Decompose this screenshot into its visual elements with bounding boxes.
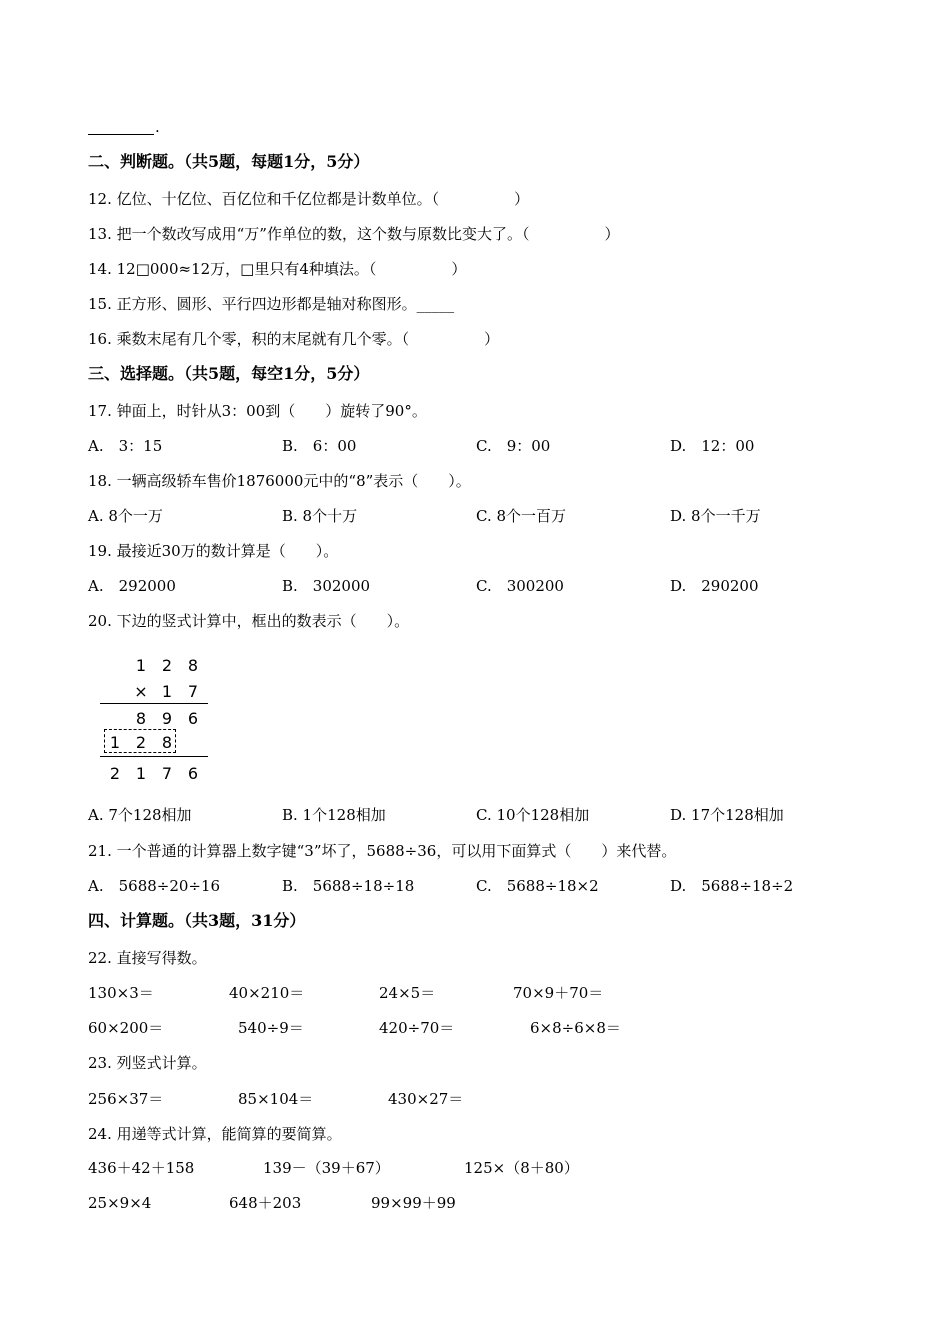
option-d[interactable]: D. 12：00 [670, 437, 755, 455]
calc-item: 125×（8＋80） [464, 1159, 579, 1177]
option-d[interactable]: D. 17个128相加 [670, 806, 784, 824]
calc-item: 25×9×4 [88, 1194, 152, 1212]
calc-item: 540÷9＝ [238, 1019, 304, 1037]
calc-item: 648＋203 [229, 1194, 302, 1212]
calc-item: 130×3＝ [88, 984, 154, 1002]
calc-item: 40×210＝ [229, 984, 305, 1002]
blank-period: . [155, 118, 160, 136]
digit: 2 [109, 764, 121, 783]
calc-item: 60×200＝ [88, 1019, 164, 1037]
section-4-title: 四、计算题。（共3题，31分） [88, 911, 306, 930]
calc-item: 70×9＋70＝ [513, 984, 604, 1002]
calc-item: 85×104＝ [238, 1090, 314, 1108]
option-c[interactable]: C. 10个128相加 [476, 806, 590, 824]
calc-item: 99×99＋99 [371, 1194, 456, 1212]
option-a[interactable]: A. 8个一万 [88, 507, 163, 525]
option-b[interactable]: B. 302000 [282, 577, 371, 595]
digit: 2 [161, 656, 173, 675]
option-a[interactable]: A. 7个128相加 [88, 806, 192, 824]
question-21-options [88, 876, 868, 896]
section-3-title: 三、选择题。（共5题，每空1分，5分） [88, 364, 370, 383]
question-15: 15. 正方形、圆形、平行四边形都是轴对称图形。_____ [88, 295, 455, 313]
option-c[interactable]: C. 9：00 [476, 437, 551, 455]
question-18: 18. 一辆高级轿车售价1876000元中的“8”表示（ ）。 [88, 472, 471, 490]
question-13: 13. 把一个数改写成用“万”作单位的数，这个数与原数比变大了。（ ） [88, 225, 620, 243]
section-2-title: 二、判断题。（共5题，每题1分，5分） [88, 152, 370, 171]
rule-line [100, 703, 208, 704]
question-19-options [88, 576, 868, 596]
calc-item: 430×27＝ [388, 1090, 464, 1108]
answer-blank[interactable] [88, 120, 154, 135]
question-17: 17. 钟面上，时针从3：00到（ ）旋转了90°。 [88, 402, 427, 420]
question-19: 19. 最接近30万的数计算是（ ）。 [88, 542, 339, 560]
question-23: 23. 列竖式计算。 [88, 1054, 207, 1072]
digit: 9 [161, 709, 173, 728]
option-b[interactable]: B. 5688÷18÷18 [282, 877, 415, 895]
vertical-multiplication [100, 652, 230, 787]
calc-item: 24×5＝ [379, 984, 436, 1002]
times-sign: × [134, 682, 148, 701]
boxed-digit: 1 [109, 733, 121, 752]
boxed-digit: 8 [161, 733, 173, 752]
digit: 1 [135, 656, 147, 675]
option-b[interactable]: B. 8个十万 [282, 507, 358, 525]
calc-item: 436＋42＋158 [88, 1159, 195, 1177]
question-23-row-1 [88, 1089, 868, 1109]
option-c[interactable]: C. 300200 [476, 577, 564, 595]
rule-line [100, 756, 208, 757]
question-14: 14. 12□000≈12万，□里只有4种填法。（ ） [88, 260, 467, 278]
question-22-row-1 [88, 983, 868, 1003]
question-18-options [88, 506, 868, 526]
question-22-row-2 [88, 1018, 868, 1038]
calc-item: 256×37＝ [88, 1090, 164, 1108]
option-a[interactable]: A. 3：15 [88, 437, 163, 455]
question-21: 21. 一个普通的计算器上数字键“3”坏了，5688÷36，可以用下面算式（ ）来代替。 [88, 842, 677, 860]
digit: 8 [187, 656, 199, 675]
question-20-options [88, 805, 868, 825]
question-24: 24. 用递等式计算，能简算的要简算。 [88, 1125, 342, 1143]
option-b[interactable]: B. 1个128相加 [282, 806, 386, 824]
calc-item: 6×8÷6×8＝ [530, 1019, 621, 1037]
option-c[interactable]: C. 8个一百万 [476, 507, 567, 525]
digit: 1 [135, 764, 147, 783]
digit: 7 [187, 682, 199, 701]
boxed-digit: 2 [135, 733, 147, 752]
option-d[interactable]: D. 290200 [670, 577, 759, 595]
question-24-row-1 [88, 1158, 868, 1178]
digit: 7 [161, 764, 173, 783]
digit: 6 [187, 764, 199, 783]
question-20: 20. 下边的竖式计算中，框出的数表示（ ）。 [88, 612, 410, 630]
option-a[interactable]: A. 292000 [88, 577, 176, 595]
digit: 8 [135, 709, 147, 728]
calc-item: 139－（39＋67） [263, 1159, 390, 1177]
option-c[interactable]: C. 5688÷18×2 [476, 877, 599, 895]
digit: 6 [187, 709, 199, 728]
question-17-options [88, 436, 868, 456]
option-b[interactable]: B. 6：00 [282, 437, 357, 455]
option-d[interactable]: D. 8个一千万 [670, 507, 761, 525]
question-12: 12. 亿位、十亿位、百亿位和千亿位都是计数单位。（ ） [88, 190, 530, 208]
option-a[interactable]: A. 5688÷20÷16 [88, 877, 221, 895]
question-16: 16. 乘数末尾有几个零，积的末尾就有几个零。（ ） [88, 330, 500, 348]
digit: 1 [161, 682, 173, 701]
question-22: 22. 直接写得数。 [88, 949, 207, 967]
calc-item: 420÷70＝ [379, 1019, 455, 1037]
question-24-row-2 [88, 1193, 868, 1213]
option-d[interactable]: D. 5688÷18÷2 [670, 877, 794, 895]
